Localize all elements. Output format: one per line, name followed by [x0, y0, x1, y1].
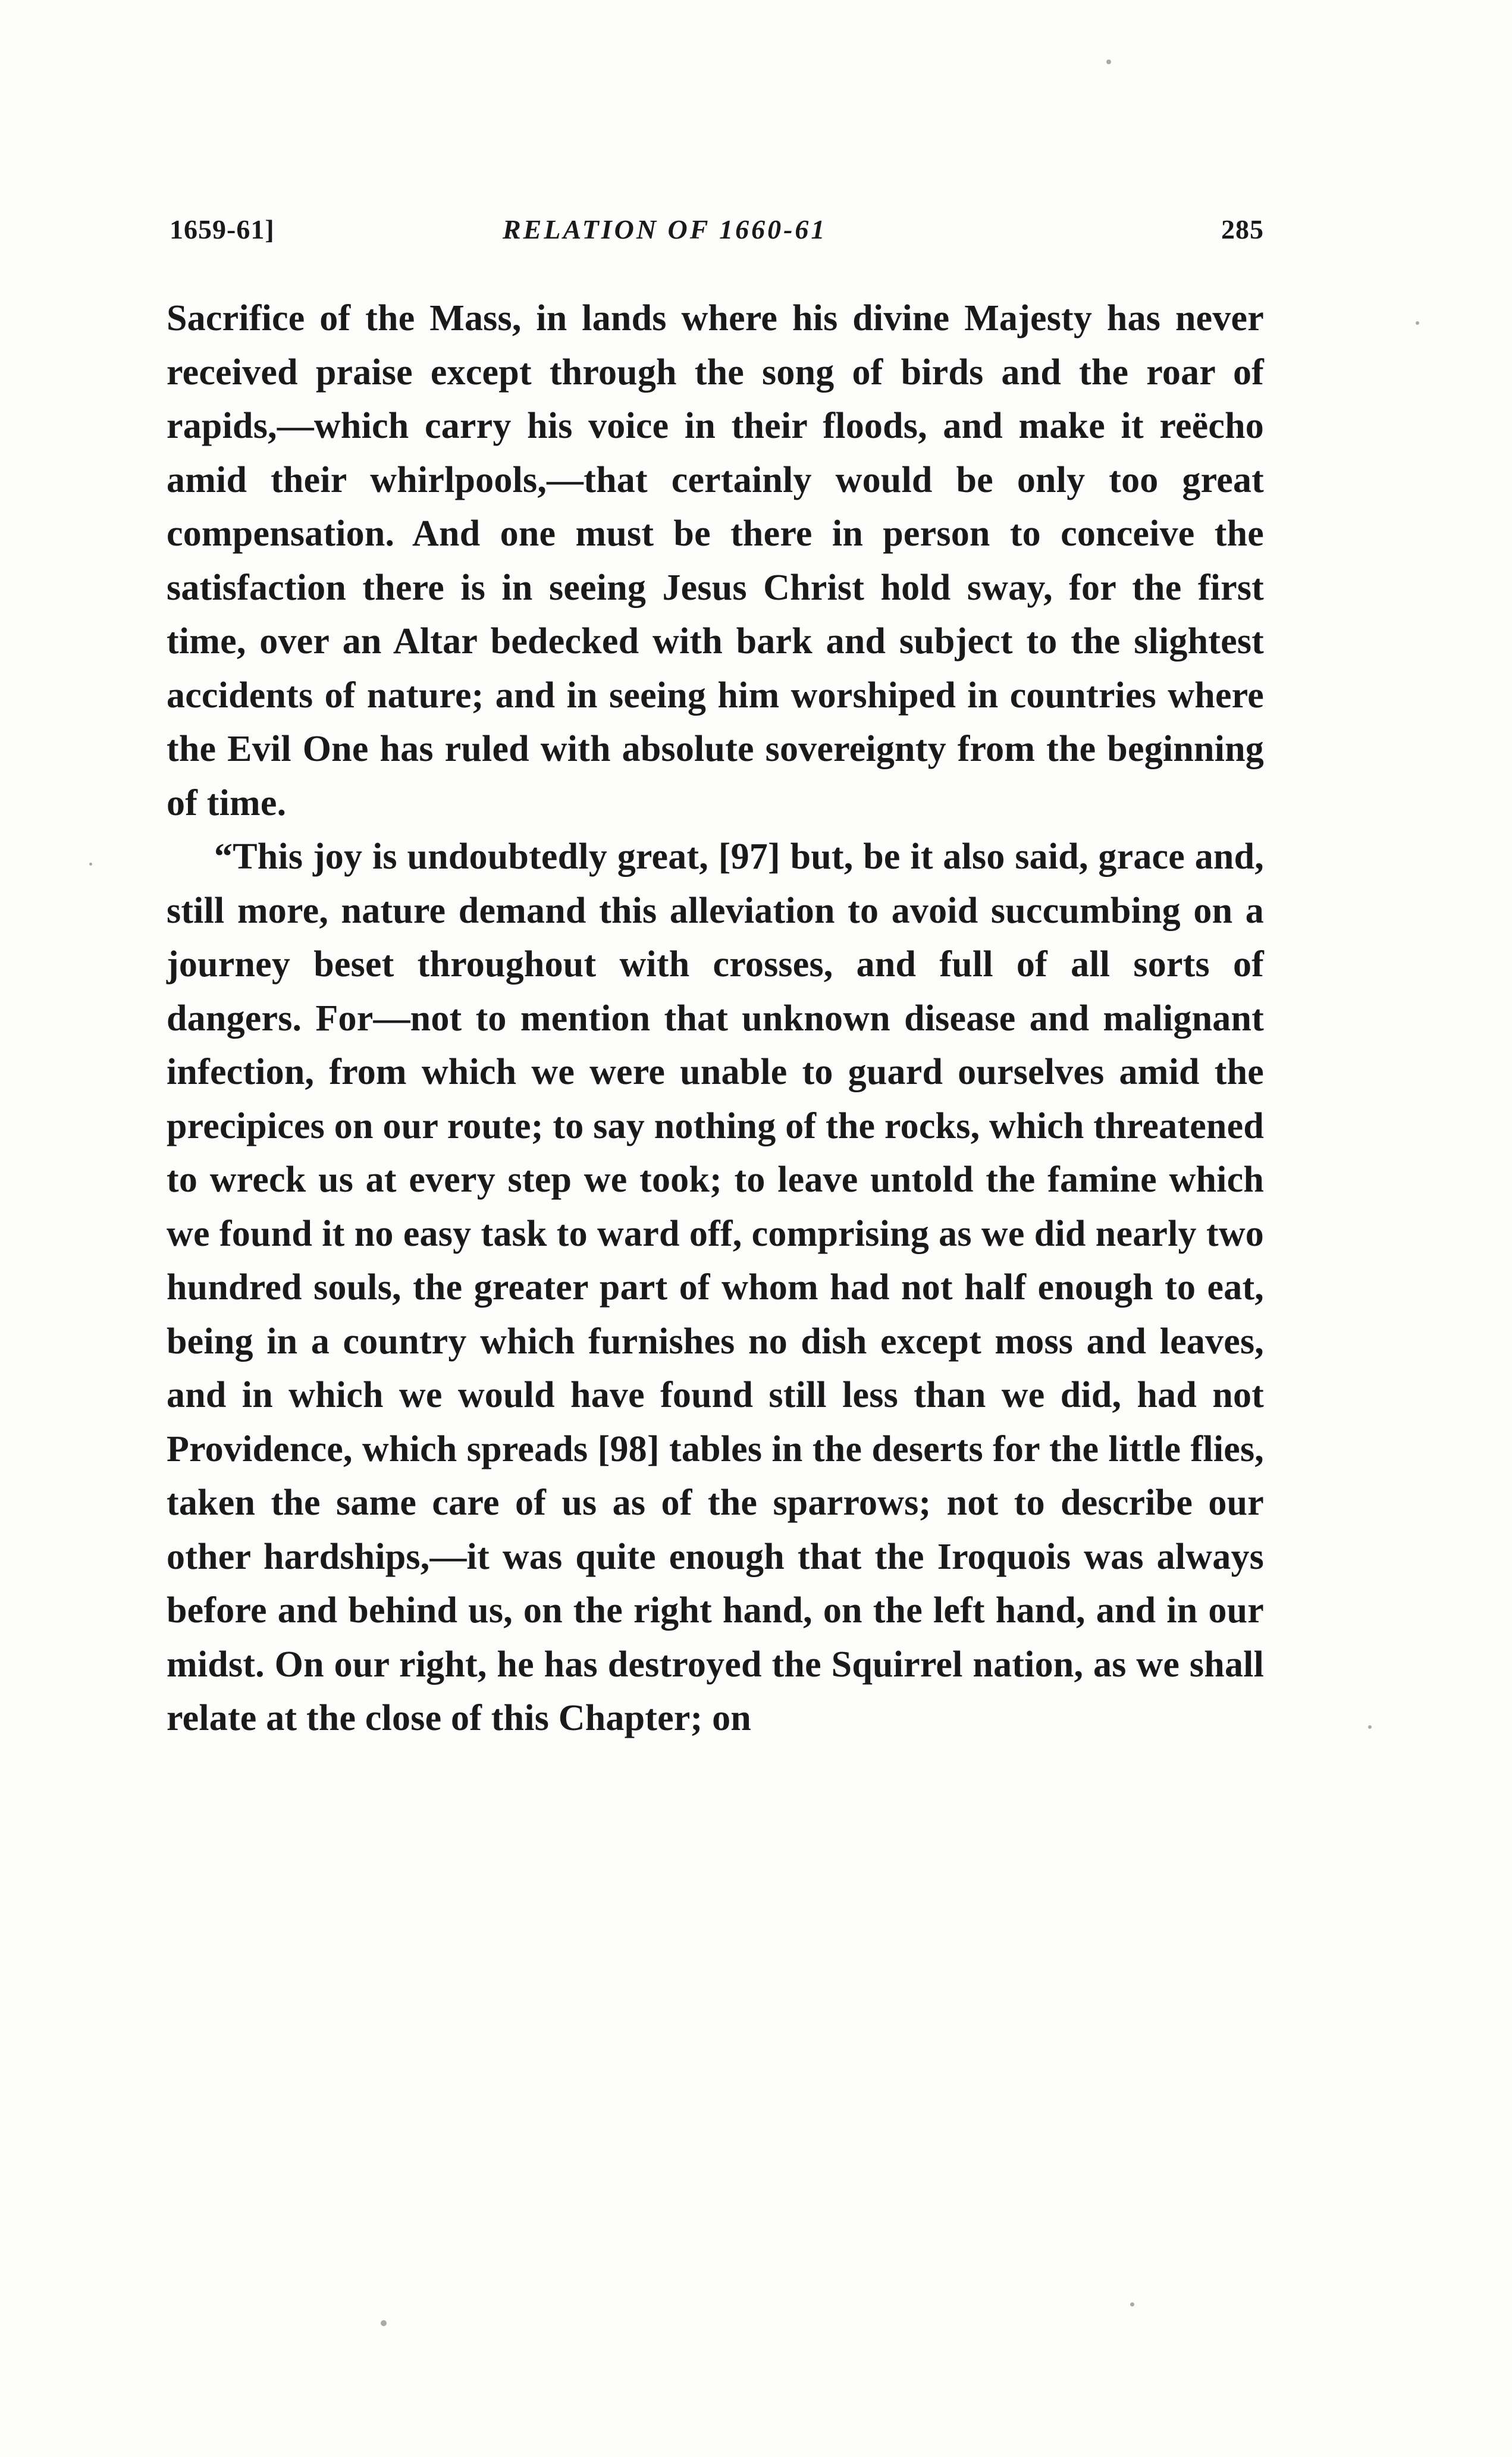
- paragraph: “This joy is undoubtedly great, [97] but, be it also said, grace and, still more, nature demand this alleviation to avoid succumbing on a journey beset throughout with crosses, and full of all sorts of dangers. For—not to mention that unknown disease and malignant infection, from which we were unable to guard ourselves amid the precipices on our route; to say nothing of the rocks, which threatened to wreck us at every step we took; to leave untold the famine which we found it no easy task to ward off, comprising as we did nearly two hundred souls, the greater part of whom had not half enough to eat, being in a country which furnishes no dish except moss and leaves, and in which we would have found still less than we did, had not Providence, which spreads [98] tables in the deserts for the little flies, taken the same care of us as of the sparrows; not to describe our other hardships,—it was quite enough that the Iroquois was always before and behind us, on the right hand, on the left hand, and in our midst. On our right, he has destroyed the Squirrel nation, as we shall relate at the close of this Chapter; on: [167, 836, 1264, 1738]
- scan-speck: [1368, 1725, 1372, 1729]
- scan-speck: [1130, 2302, 1134, 2306]
- page-header: [170, 205, 1264, 253]
- scan-speck: [89, 863, 92, 866]
- paragraph: Sacrifice of the Mass, in lands where his divine Majesty has never received praise except through the song of birds and the roar of rapids,—which carry his voice in their floods, and make it reëcho amid their whirlpools,—that certainly would be only too great compensation. And one must be there in person to conceive the satisfaction there is in seeing Jesus Christ hold sway, for the first time, over an Altar bedecked with bark and subject to the slightest accidents of nature; and in seeing him worshiped in countries where the Evil One has ruled with absolute sovereignty from the beginning of time.: [167, 298, 1264, 823]
- scan-speck: [1416, 321, 1419, 325]
- page-number: 285: [1221, 214, 1264, 245]
- running-title: RELATION OF 1660-61: [503, 214, 827, 245]
- header-date-range: 1659-61]: [170, 214, 275, 245]
- body-text: [167, 292, 1264, 1745]
- scan-speck: [1106, 59, 1111, 64]
- scan-speck: [381, 2320, 387, 2326]
